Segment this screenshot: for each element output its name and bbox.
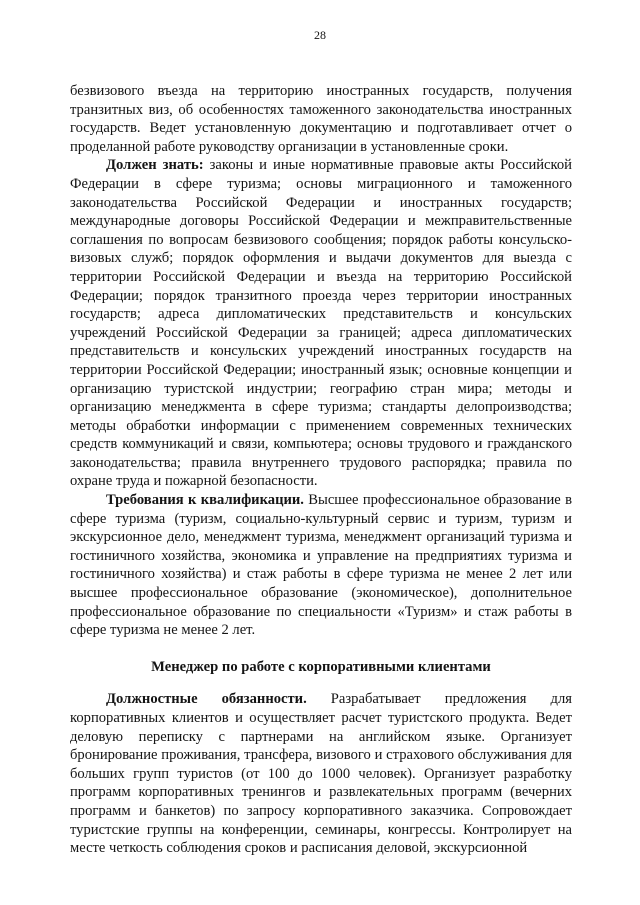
paragraph-lead-qualification: Требования к квалификации. bbox=[106, 492, 304, 509]
paragraph-lead-duties: Должностные обязанности. bbox=[106, 691, 307, 708]
paragraph-text-qualification: Высшее профессиональное образование в сфере туризма (туризм, социально-культурный сервис и туризм, туризм и экскурсионное дело, менеджмент туризма, менеджмент организаций туризма и гостиничного хозяйства, экономика и управление на предприятиях туризма и гостиничного хозяйства) и стаж работы в сфере туризма не менее 2 лет или высшее профессиональное образование (экономическое), дополнительное профессиональное образование по специальности «Туризм» и стаж работы в сфере туризма не менее 2 лет. bbox=[70, 492, 572, 639]
paragraph-text-must-know: законы и иные нормативные правовые акты Российской Федерации в сфере туризма; основы миграционного и таможенного законодательства Российской Федерации и иностранных государств; международные договоры Российской Федерации и межправительственные соглашения по вопросам безвизового сообщения; порядок работы консульско-визовых служб; порядок оформления и выдачи документов для выезда с территории Российской Федерации и въезда на территорию Российской Федерации; порядок транзитного проезда через территории иностранных государств; адреса дипломатических представительств и консульских учреждений Российской Федерации за границей; адреса дипломатических представительств и консульских учреждений иностранных государств на территории Российской Федерации; иностранный язык; основные концепции и организацию туристской индустрии; географию стран мира; методы и организацию менеджмента в сфере туризма; стандарты делопроизводства; методы обработки информации с применением современных технических средств коммуникаций и связи, компьютера; основы трудового и гражданского законодательства; правила внутреннего трудового распорядка; правила по охране труда и пожарной безопасности. bbox=[70, 157, 572, 490]
section-heading: Менеджер по работе с корпоративными клиентами bbox=[151, 658, 491, 675]
document-body bbox=[70, 82, 572, 858]
page-number: 28 bbox=[314, 28, 326, 42]
paragraph-duties bbox=[70, 690, 572, 857]
paragraph-text-duties: Разрабатывает предложения для корпоративных клиентов и осуществляет расчет туристского продукта. Ведет деловую переписку с партнерами на английском языке. Организует бронирование проживания, трансфера, визового и страхового обслуживания для больших групп туристов (от 100 до 1000 человек). Организует разработку программ корпоративных тренингов и развлекательных программ (вечерних программ и банкетов) по запросу корпоративного заказчика. Сопровождает туристские группы на конференции, семинары, конгрессы. Контролирует на месте четкость соблюдения сроков и расписания деловой, экскурсионной bbox=[70, 691, 572, 857]
paragraph-must-know bbox=[70, 156, 572, 491]
paragraph-lead-must-know: Должен знать: bbox=[106, 157, 204, 174]
paragraph-qualification bbox=[70, 491, 572, 640]
paragraph-continuation: безвизового въезда на территорию иностранных государств, получения транзитных виз, об особенностях таможенного законодательства иностранных государств. Ведет установленную документацию и подготавливает отчет о проделанной работе руководству организации в установленные сроки. bbox=[70, 83, 572, 155]
